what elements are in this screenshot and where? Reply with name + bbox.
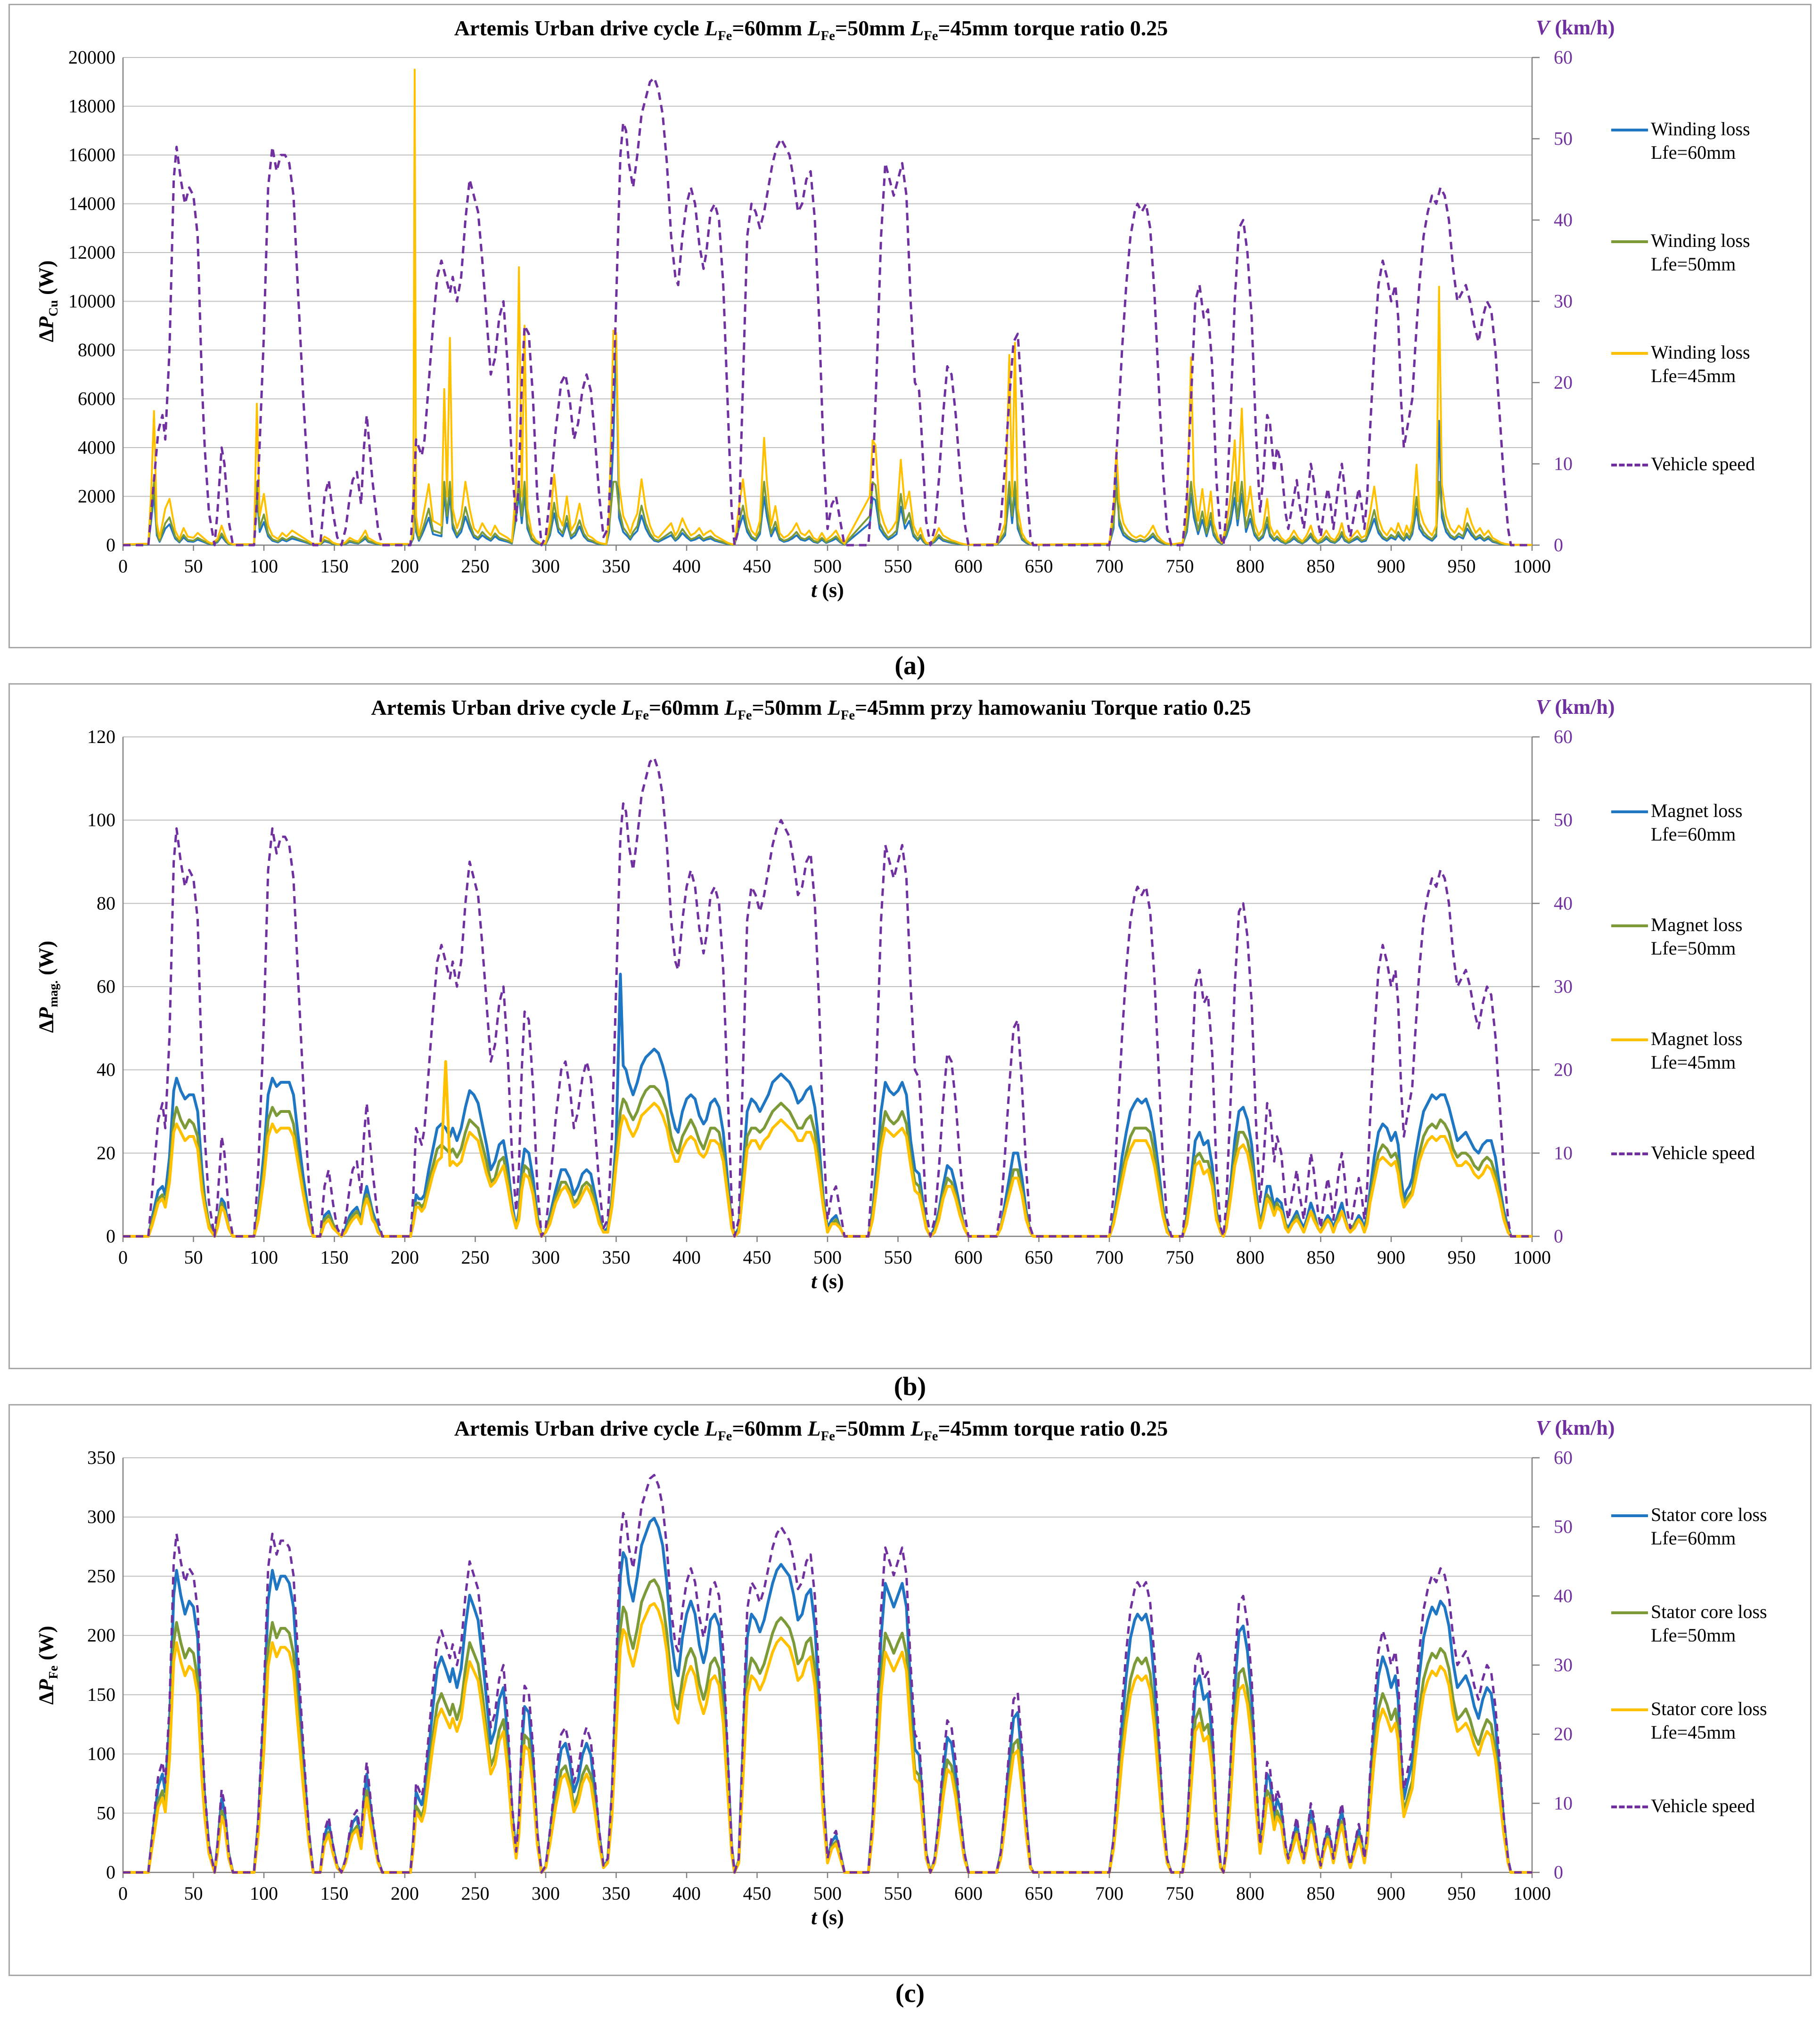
legend-label-line: Lfe=50mm bbox=[1651, 253, 1736, 275]
title-text-run: L bbox=[705, 16, 718, 40]
legend-line-swatch bbox=[1611, 1514, 1648, 1517]
title-text-run: Δ bbox=[34, 1691, 58, 1705]
legend-label-line: Magnet loss Lfe=50mm bbox=[1651, 914, 1743, 959]
x-tick-label: 600 bbox=[954, 556, 983, 577]
title-text-run: t bbox=[811, 579, 817, 602]
x-tick-label: 900 bbox=[1377, 1247, 1405, 1268]
x-tick-label: 700 bbox=[1095, 1883, 1123, 1904]
y-left-tick-label: 350 bbox=[87, 1447, 115, 1468]
x-tick-label: 250 bbox=[461, 1247, 490, 1268]
x-tick-label: 500 bbox=[813, 556, 842, 577]
x-tick-label: 1000 bbox=[1513, 1247, 1551, 1268]
legend bbox=[1611, 732, 1814, 1232]
x-tick-label: 650 bbox=[1025, 1883, 1053, 1904]
title-text-run: (W) bbox=[34, 940, 58, 980]
title-text-run: V bbox=[1536, 1416, 1550, 1439]
legend bbox=[1611, 53, 1814, 540]
x-tick-label: 650 bbox=[1025, 556, 1053, 577]
legend-label bbox=[1651, 1697, 1767, 1744]
x-tick-label: 1000 bbox=[1513, 556, 1551, 577]
y-left-tick-label: 2000 bbox=[78, 485, 115, 507]
title-text-run: mag. bbox=[46, 980, 61, 1007]
y-right-tick-label: 0 bbox=[1554, 1862, 1563, 1883]
x-tick-label: 50 bbox=[184, 556, 203, 577]
x-tick-label: 550 bbox=[884, 1247, 912, 1268]
x-tick-label: 0 bbox=[118, 1247, 128, 1268]
title-text-run: Fe bbox=[820, 29, 835, 44]
title-text-run: V bbox=[1536, 16, 1550, 39]
series-magnet-loss-lfe-60mm bbox=[123, 974, 1532, 1237]
x-tick-label: 850 bbox=[1306, 556, 1335, 577]
x-tick-label: 800 bbox=[1236, 1883, 1264, 1904]
legend-label-line: Stator core loss bbox=[1651, 1698, 1767, 1719]
legend-label-line: Lfe=45mm bbox=[1651, 1722, 1736, 1743]
title-text-run: P bbox=[34, 1007, 58, 1020]
y-left-tick-label: 6000 bbox=[78, 388, 115, 409]
legend-line-swatch bbox=[1611, 1708, 1648, 1711]
chart-title bbox=[85, 695, 1537, 723]
title-text-run: Fe bbox=[924, 1429, 938, 1444]
legend-label-line: Winding loss bbox=[1651, 118, 1750, 139]
title-text-run: Cu bbox=[46, 300, 61, 317]
x-tick-label: 600 bbox=[954, 1883, 983, 1904]
title-text-run: t bbox=[811, 1906, 817, 1929]
panel-label-b: (b) bbox=[894, 1372, 926, 1401]
y-right-tick-label: 10 bbox=[1554, 453, 1573, 474]
y-left-tick-label: 150 bbox=[87, 1683, 115, 1705]
y-left-tick-label: 10000 bbox=[68, 290, 115, 312]
legend-label bbox=[1651, 799, 1814, 846]
legend-item bbox=[1611, 1600, 1814, 1647]
title-text-run: (s) bbox=[817, 579, 844, 602]
x-tick-label: 800 bbox=[1236, 1247, 1264, 1268]
series-stator-core-loss-lfe-60mm bbox=[123, 1518, 1532, 1872]
x-tick-label: 600 bbox=[954, 1247, 983, 1268]
x-tick-label: 300 bbox=[532, 1883, 560, 1904]
legend-item bbox=[1611, 1141, 1814, 1165]
title-text-run: =45mm przy hamowaniu Torque ratio 0.25 bbox=[855, 695, 1251, 719]
x-tick-label: 350 bbox=[602, 556, 631, 577]
title-text-run: (s) bbox=[817, 1270, 844, 1293]
legend-label-line: Stator core loss bbox=[1651, 1601, 1767, 1622]
y-right-tick-label: 50 bbox=[1554, 1516, 1573, 1537]
x-tick-label: 700 bbox=[1095, 1247, 1123, 1268]
legend-label-line: Magnet loss Lfe=45mm bbox=[1651, 1028, 1743, 1073]
title-text-run: =45mm torque ratio 0.25 bbox=[938, 1416, 1168, 1440]
legend-label-line: Lfe=45mm bbox=[1651, 365, 1736, 386]
legend-label-line: Winding loss bbox=[1651, 230, 1750, 251]
x-tick-label: 750 bbox=[1165, 1247, 1194, 1268]
legend-label bbox=[1651, 1141, 1755, 1165]
x-tick-label: 300 bbox=[532, 1247, 560, 1268]
series-stator-core-loss-lfe-45mm bbox=[123, 1603, 1532, 1872]
x-tick-label: 550 bbox=[884, 556, 912, 577]
x-tick-label: 200 bbox=[391, 556, 419, 577]
x-axis-title bbox=[123, 578, 1532, 602]
x-tick-label: 200 bbox=[391, 1883, 419, 1904]
x-tick-label: 550 bbox=[884, 1883, 912, 1904]
x-tick-label: 950 bbox=[1447, 1883, 1476, 1904]
y-left-tick-label: 300 bbox=[87, 1506, 115, 1528]
y-right-tick-label: 20 bbox=[1554, 1059, 1573, 1080]
x-tick-label: 950 bbox=[1447, 556, 1476, 577]
title-text-run: L bbox=[910, 16, 924, 40]
legend-dashed-line-swatch bbox=[1611, 1805, 1648, 1808]
title-text-run: Fe bbox=[820, 1429, 835, 1444]
legend-item bbox=[1611, 1027, 1814, 1074]
x-tick-label: 250 bbox=[461, 556, 490, 577]
title-text-run: Fe bbox=[46, 1665, 61, 1679]
x-tick-label: 150 bbox=[320, 1883, 349, 1904]
chart-canvas bbox=[43, 725, 1612, 1283]
legend-line-swatch bbox=[1611, 810, 1648, 813]
legend-label-line: Stator core loss bbox=[1651, 1504, 1767, 1525]
y-right-tick-label: 50 bbox=[1554, 809, 1573, 831]
legend-line-swatch bbox=[1611, 1038, 1648, 1041]
legend-line-swatch bbox=[1611, 924, 1648, 927]
title-text-run: L bbox=[807, 1416, 821, 1440]
title-text-run: Fe bbox=[738, 708, 752, 723]
x-tick-label: 350 bbox=[602, 1883, 631, 1904]
title-text-run: t bbox=[811, 1270, 817, 1293]
y-left-tick-label: 12000 bbox=[68, 242, 115, 263]
chart-title bbox=[85, 1416, 1537, 1444]
title-text-run: L bbox=[807, 16, 821, 40]
y-right-tick-label: 20 bbox=[1554, 372, 1573, 393]
x-tick-label: 150 bbox=[320, 1247, 349, 1268]
right-axis-title bbox=[1536, 695, 1724, 719]
title-text-run: =60mm bbox=[648, 695, 725, 719]
title-text-run: P bbox=[34, 1679, 58, 1692]
y-right-tick-label: 10 bbox=[1554, 1792, 1573, 1814]
x-tick-label: 500 bbox=[813, 1247, 842, 1268]
y-right-tick-label: 0 bbox=[1554, 1225, 1563, 1247]
y-right-tick-label: 30 bbox=[1554, 290, 1573, 312]
x-tick-label: 750 bbox=[1165, 556, 1194, 577]
legend-label bbox=[1651, 229, 1750, 276]
x-tick-label: 150 bbox=[320, 556, 349, 577]
y-left-tick-label: 100 bbox=[87, 809, 115, 831]
y-left-tick-label: 80 bbox=[97, 892, 115, 914]
y-left-tick-label: 50 bbox=[97, 1802, 115, 1824]
legend-item bbox=[1611, 117, 1814, 164]
y-right-tick-label: 40 bbox=[1554, 209, 1573, 230]
title-text-run: (W) bbox=[34, 260, 58, 300]
x-tick-label: 300 bbox=[532, 556, 560, 577]
legend-label-line: Lfe=60mm bbox=[1651, 142, 1736, 163]
title-text-run: L bbox=[827, 695, 841, 719]
y-right-tick-label: 40 bbox=[1554, 892, 1573, 914]
legend-label-line: Vehicle speed bbox=[1651, 1142, 1755, 1163]
title-text-run: Artemis Urban drive cycle bbox=[454, 1416, 705, 1440]
x-tick-label: 450 bbox=[743, 1883, 771, 1904]
x-tick-label: 50 bbox=[184, 1247, 203, 1268]
x-tick-label: 800 bbox=[1236, 556, 1264, 577]
x-tick-label: 250 bbox=[461, 1883, 490, 1904]
title-text-run: Δ bbox=[34, 329, 58, 343]
chart-title bbox=[85, 16, 1537, 44]
legend-item bbox=[1611, 1794, 1814, 1818]
chart-canvas bbox=[43, 1446, 1612, 1920]
y-left-tick-label: 20 bbox=[97, 1142, 115, 1164]
y-left-tick-label: 120 bbox=[87, 726, 115, 747]
y-right-tick-label: 10 bbox=[1554, 1142, 1573, 1164]
legend-line-swatch bbox=[1611, 352, 1648, 355]
legend-label-line: Vehicle speed bbox=[1651, 1795, 1755, 1816]
x-tick-label: 400 bbox=[672, 1883, 701, 1904]
y-left-tick-label: 4000 bbox=[78, 437, 115, 458]
title-text-run: Fe bbox=[924, 29, 938, 44]
x-tick-label: 1000 bbox=[1513, 1883, 1551, 1904]
x-tick-label: 200 bbox=[391, 1247, 419, 1268]
legend-line-swatch bbox=[1611, 1611, 1648, 1614]
x-tick-label: 850 bbox=[1306, 1883, 1335, 1904]
x-tick-label: 50 bbox=[184, 1883, 203, 1904]
x-tick-label: 700 bbox=[1095, 556, 1123, 577]
legend-label-line: Vehicle speed bbox=[1651, 453, 1755, 474]
x-tick-label: 900 bbox=[1377, 556, 1405, 577]
y-right-tick-label: 60 bbox=[1554, 726, 1573, 747]
title-text-run: =50mm bbox=[752, 695, 828, 719]
legend-label-line: Lfe=60mm bbox=[1651, 1528, 1736, 1549]
y-right-tick-label: 40 bbox=[1554, 1585, 1573, 1607]
x-tick-label: 500 bbox=[813, 1883, 842, 1904]
legend-label bbox=[1651, 1600, 1767, 1647]
title-text-run: Artemis Urban drive cycle bbox=[371, 695, 622, 719]
title-text-run: (km/h) bbox=[1549, 1416, 1615, 1439]
y-right-tick-label: 50 bbox=[1554, 128, 1573, 149]
y-left-tick-label: 200 bbox=[87, 1625, 115, 1646]
panel-label-c: (c) bbox=[895, 1979, 925, 2008]
legend-label bbox=[1651, 452, 1755, 476]
title-text-run: (km/h) bbox=[1549, 16, 1615, 39]
chart-canvas bbox=[43, 46, 1612, 592]
x-tick-label: 850 bbox=[1306, 1247, 1335, 1268]
series-vehicle-speed bbox=[123, 78, 1532, 545]
y-left-tick-label: 100 bbox=[87, 1743, 115, 1765]
y-left-tick-label: 0 bbox=[106, 1225, 115, 1247]
legend-item bbox=[1611, 1503, 1814, 1550]
series-stator-core-loss-lfe-50mm bbox=[123, 1580, 1532, 1872]
title-text-run: Fe bbox=[718, 1429, 732, 1444]
title-text-run: V bbox=[1536, 695, 1550, 719]
panel-chart-b bbox=[8, 683, 1812, 1369]
legend-label-line: Winding loss bbox=[1651, 342, 1750, 363]
title-text-run: L bbox=[705, 1416, 718, 1440]
legend-label bbox=[1651, 913, 1814, 960]
title-text-run: =50mm bbox=[835, 16, 911, 40]
x-tick-label: 750 bbox=[1165, 1883, 1194, 1904]
legend-label bbox=[1651, 341, 1750, 388]
title-text-run: Artemis Urban drive cycle bbox=[454, 16, 705, 40]
legend-item bbox=[1611, 341, 1814, 388]
y-left-tick-label: 0 bbox=[106, 1862, 115, 1883]
y-left-tick-label: 40 bbox=[97, 1059, 115, 1080]
legend-item bbox=[1611, 452, 1814, 476]
y-right-tick-label: 0 bbox=[1554, 534, 1563, 556]
title-text-run: =60mm bbox=[732, 1416, 808, 1440]
legend-label bbox=[1651, 1794, 1755, 1818]
y-left-tick-label: 0 bbox=[106, 534, 115, 556]
legend-item bbox=[1611, 913, 1814, 960]
x-tick-label: 100 bbox=[250, 556, 278, 577]
series-vehicle-speed bbox=[123, 758, 1532, 1236]
y-right-tick-label: 30 bbox=[1554, 1654, 1573, 1675]
x-tick-label: 100 bbox=[250, 1883, 278, 1904]
legend-label-line: Lfe=50mm bbox=[1651, 1625, 1736, 1646]
legend-item bbox=[1611, 1697, 1814, 1744]
legend-label bbox=[1651, 1027, 1814, 1074]
legend-label bbox=[1651, 1503, 1767, 1550]
y-right-tick-label: 20 bbox=[1554, 1723, 1573, 1745]
x-tick-label: 400 bbox=[672, 556, 701, 577]
y-left-tick-label: 18000 bbox=[68, 95, 115, 117]
x-tick-label: 0 bbox=[118, 556, 128, 577]
y-right-tick-label: 60 bbox=[1554, 1447, 1573, 1468]
title-text-run: L bbox=[910, 1416, 924, 1440]
x-axis-title bbox=[123, 1269, 1532, 1293]
legend-label-line: Magnet loss Lfe=60mm bbox=[1651, 800, 1743, 845]
x-tick-label: 350 bbox=[602, 1247, 631, 1268]
y-left-tick-label: 14000 bbox=[68, 193, 115, 214]
y-right-tick-label: 60 bbox=[1554, 47, 1573, 68]
panel-chart-a bbox=[8, 4, 1812, 648]
y-left-tick-label: 8000 bbox=[78, 339, 115, 360]
y-left-tick-label: 60 bbox=[97, 976, 115, 997]
title-text-run: (W) bbox=[34, 1626, 58, 1666]
x-tick-label: 450 bbox=[743, 556, 771, 577]
title-text-run: (km/h) bbox=[1549, 695, 1615, 719]
title-text-run: L bbox=[724, 695, 738, 719]
x-tick-label: 950 bbox=[1447, 1247, 1476, 1268]
panel-chart-c bbox=[8, 1404, 1812, 1976]
legend-dashed-line-swatch bbox=[1611, 464, 1648, 466]
right-axis-title bbox=[1536, 1416, 1724, 1440]
y-left-tick-label: 16000 bbox=[68, 144, 115, 165]
x-tick-label: 0 bbox=[118, 1883, 128, 1904]
title-text-run: =60mm bbox=[732, 16, 808, 40]
title-text-run: Fe bbox=[718, 29, 732, 44]
y-right-tick-label: 30 bbox=[1554, 976, 1573, 997]
right-axis-title bbox=[1536, 16, 1724, 40]
x-tick-label: 450 bbox=[743, 1247, 771, 1268]
legend-item bbox=[1611, 229, 1814, 276]
title-text-run: L bbox=[621, 695, 635, 719]
legend bbox=[1611, 1453, 1814, 1868]
y-left-tick-label: 20000 bbox=[68, 47, 115, 68]
legend-item bbox=[1611, 799, 1814, 846]
series-magnet-loss-lfe-45mm bbox=[123, 1062, 1532, 1236]
title-text-run: =45mm torque ratio 0.25 bbox=[938, 16, 1168, 40]
legend-line-swatch bbox=[1611, 240, 1648, 243]
x-tick-label: 100 bbox=[250, 1247, 278, 1268]
title-text-run: (s) bbox=[817, 1906, 844, 1929]
legend-line-swatch bbox=[1611, 129, 1648, 131]
series-winding-loss-lfe-45mm bbox=[123, 70, 1532, 545]
title-text-run: Δ bbox=[34, 1020, 58, 1033]
title-text-run: =50mm bbox=[835, 1416, 911, 1440]
title-text-run: P bbox=[34, 316, 58, 329]
title-text-run: Fe bbox=[634, 708, 649, 723]
x-tick-label: 650 bbox=[1025, 1247, 1053, 1268]
x-axis-title bbox=[123, 1905, 1532, 1929]
x-tick-label: 900 bbox=[1377, 1883, 1405, 1904]
y-left-tick-label: 250 bbox=[87, 1565, 115, 1587]
title-text-run: Fe bbox=[840, 708, 855, 723]
panel-label-a: (a) bbox=[894, 651, 926, 680]
x-tick-label: 400 bbox=[672, 1247, 701, 1268]
legend-dashed-line-swatch bbox=[1611, 1152, 1648, 1155]
legend-label bbox=[1651, 117, 1750, 164]
